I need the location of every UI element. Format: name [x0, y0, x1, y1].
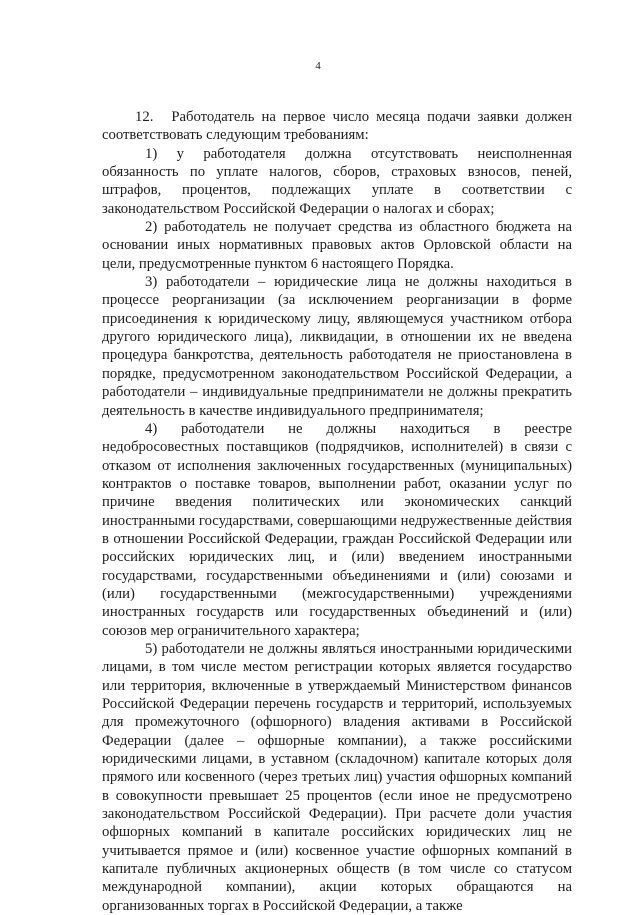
requirement-item-4: 4) работодатели не должны находиться в реестре недобросовестных поставщиков (подрядчиков, исполнителей) в связи с отказом от исполнения заключенных государственных (муниципальных) контрактов о поставке товаров, выполнении работ, оказании услуг по причине введения политических или экономических санкций иностранными государствами, совершающими недружественные действия в отношении Российской Федерации, граждан Российской Федерации или российских юридических лиц, и (или) введением иностранными государствами, государственными объединениями и (или) союзами и (или) государственными (межгосударственными) учреждениями иностранных государств или государственных объединений и (или) союзов мер ограничительного характера; — [102, 420, 572, 639]
requirement-item-1: 1) у работодателя должна отсутствовать неисполненная обязанность по уплате налогов, сборов, страховых взносов, пеней, штрафов, процентов, подлежащих уплате в соответствии с законодательством Российской Федерации о налогах и сборах; — [102, 145, 572, 217]
requirement-item-5: 5) работодатели не должны являться иностранными юридическими лицами, в том числе местом регистрации которых является государство или территория, включенные в утверждаемый Министерством финансов Российской Федерации перечень государств и территорий, используемых для промежуточного (офшорного) владения активами в Российской Федерации (далее – офшорные компании), а также российскими юридическими лицами, в уставном (складочном) капитале которых доля прямого или косвенного (через третьих лиц) участия офшорных компаний в совокупности превышает 25 процентов (если иное не предусмотрено законодательством Российской Федерации). При расчете доли участия офшорных компаний в капитале российских юридических лиц не учитывается прямое и (или) косвенное участие офшорных компаний в капитале публичных акционерных обществ (в том числе со статусом международной компании), акции которых обращаются на организованных торгах в Российской Федерации, а также — [102, 640, 572, 914]
clause-number: 12. — [135, 109, 154, 125]
page-number: 4 — [315, 60, 321, 72]
clause-12-heading — [102, 108, 572, 145]
clause-heading-text: Работодатель на первое число месяца подачи заявки должен соответствовать следующим требованиям: — [102, 109, 572, 144]
requirement-item-2: 2) работодатель не получает средства из областного бюджета на основании иных нормативных правовых актов Орловской области на цели, предусмотренные пунктом 6 настоящего Порядка. — [102, 219, 572, 272]
requirement-item-3: 3) работодатели – юридические лица не должны находиться в процессе реорганизации (за исключением реорганизации в форме присоединения к юридическому лицу, являющемуся участником отбора другого юридического лица), ликвидации, в отношении их не введена процедура банкротства, деятельность работодателя не приостановлена в порядке, предусмотренном законодательством Российской Федерации, а работодатели – индивидуальные предприниматели не должны прекратить деятельность в качестве индивидуального предпринимателя; — [102, 274, 572, 419]
document-body — [102, 108, 572, 915]
